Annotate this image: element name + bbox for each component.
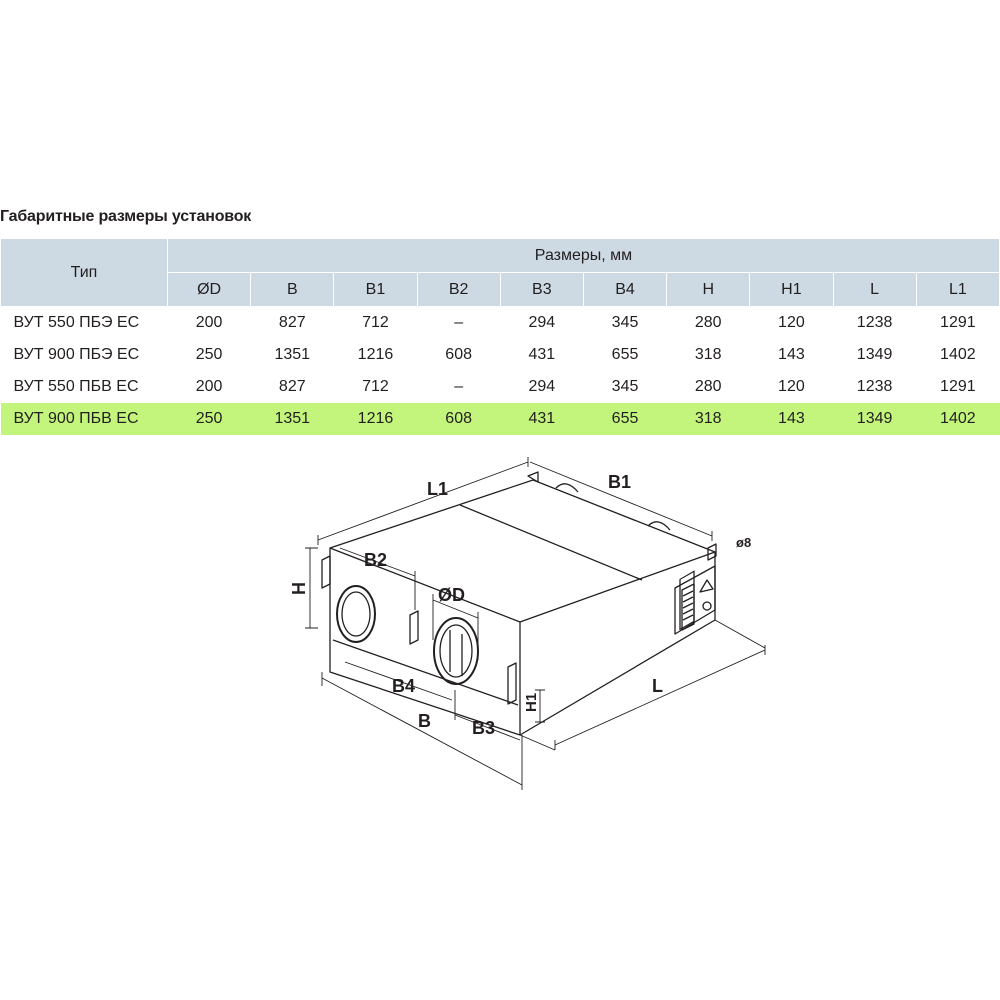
value-cell: 143 [750, 403, 833, 435]
spigot-left [337, 586, 375, 642]
value-cell: 294 [528, 378, 556, 395]
model-cell: ВУТ 550 ПБЭ ЕС [13, 314, 140, 331]
label-phi8: ø8 [736, 535, 752, 550]
mount-bracket-left [322, 556, 330, 588]
column-header: B3 [500, 273, 583, 307]
value-cell: 431 [528, 346, 556, 363]
value-cell: 827 [278, 314, 306, 331]
value-cell: 345 [611, 378, 639, 395]
label-b1: B1 [608, 472, 632, 492]
value-cell: 280 [694, 314, 722, 331]
value-cell: 250 [168, 403, 251, 435]
label-l1: L1 [427, 479, 449, 499]
value-cell: – [454, 314, 464, 331]
column-header: B2 [417, 273, 500, 307]
value-cell: 318 [667, 403, 750, 435]
value-cell: 655 [583, 403, 666, 435]
page-title: Габаритные размеры установок [0, 208, 252, 225]
value-cell: 200 [195, 378, 223, 395]
model-cell: ВУТ 900 ПБВ ЕС [1, 403, 168, 435]
value-cell: 655 [611, 346, 639, 363]
value-cell: 1216 [357, 346, 394, 363]
value-cell: 1291 [940, 314, 976, 331]
type-column-header: Тип [1, 239, 168, 307]
value-cell: 1351 [251, 403, 334, 435]
value-cell: 431 [500, 403, 583, 435]
dim-line-l [520, 620, 765, 750]
value-cell: 1402 [940, 346, 976, 363]
value-cell: 120 [778, 378, 805, 395]
column-header: B [251, 273, 334, 307]
value-cell: 827 [278, 378, 306, 395]
value-cell: 294 [528, 314, 556, 331]
value-cell: 250 [195, 346, 223, 363]
label-b: B [418, 711, 431, 731]
table-row [1, 371, 1000, 403]
table-body [1, 307, 1000, 436]
rear-spigot-2 [648, 522, 670, 530]
value-cell: – [454, 378, 464, 395]
column-header: ØD [168, 273, 251, 307]
label-h1: H1 [523, 692, 540, 712]
model-cell: ВУТ 900 ПБЭ ЕС [13, 346, 140, 363]
side-label-circle [703, 602, 711, 610]
value-cell: 1291 [940, 378, 976, 395]
value-cell: 1349 [856, 346, 893, 363]
value-cell: 1216 [334, 403, 417, 435]
table-row [1, 307, 1000, 340]
value-cell: 712 [362, 314, 389, 331]
value-cell: 1238 [856, 378, 893, 395]
value-cell: 280 [694, 378, 722, 395]
column-header: L [833, 273, 916, 307]
table-row [1, 339, 1000, 371]
value-cell: 608 [445, 346, 472, 363]
unit-dimension-drawing [0, 440, 1000, 820]
mount-bracket-mid [410, 611, 418, 644]
dimensions-table [0, 238, 1000, 435]
label-b2: B2 [364, 550, 388, 570]
model-cell: ВУТ 550 ПБВ ЕС [13, 378, 139, 395]
unit-front-top-edge [330, 548, 715, 622]
mount-bracket-right [508, 663, 516, 704]
label-b3: B3 [472, 718, 496, 738]
value-cell: 1238 [856, 314, 893, 331]
value-cell: 1351 [274, 346, 311, 363]
table-row [1, 403, 1000, 435]
unit-lower-panel-edge [333, 640, 518, 705]
value-cell: 712 [362, 378, 389, 395]
table-header-row [1, 239, 1000, 273]
value-cell: 608 [417, 403, 500, 435]
dimensions-group-header: Размеры, мм [168, 239, 1000, 273]
label-b4: B4 [392, 676, 416, 696]
column-header: B4 [583, 273, 666, 307]
value-cell: 143 [778, 346, 805, 363]
unit-top-panel-seam [460, 505, 642, 580]
label-l: L [652, 676, 663, 696]
value-cell: 1349 [833, 403, 916, 435]
value-cell: 120 [778, 314, 805, 331]
column-header: H1 [750, 273, 833, 307]
column-header: L1 [916, 273, 999, 307]
warning-triangle [700, 580, 713, 592]
value-cell: 200 [195, 314, 223, 331]
value-cell: 1402 [916, 403, 999, 435]
dim-line-l1 [318, 457, 528, 545]
label-h: H [289, 582, 309, 595]
value-cell: 345 [611, 314, 639, 331]
label-phid: ØD [438, 585, 465, 605]
value-cell: 318 [694, 346, 722, 363]
column-header: H [667, 273, 750, 307]
column-header: B1 [334, 273, 417, 307]
